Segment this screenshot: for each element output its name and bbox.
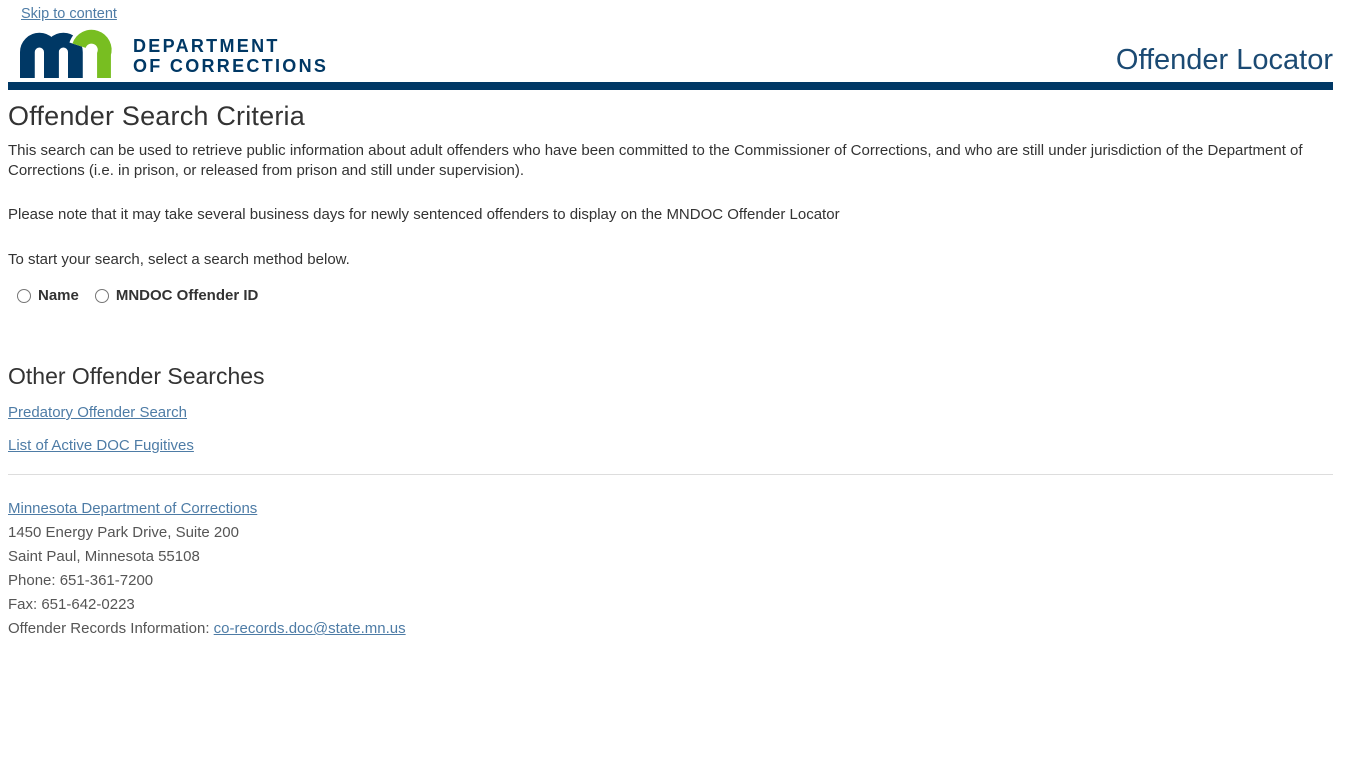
search-by-offender-id-radio[interactable] <box>95 289 109 303</box>
main-content <box>8 101 1333 641</box>
active-doc-fugitives-link[interactable]: List of Active DOC Fugitives <box>8 437 194 454</box>
records-email-link[interactable]: co-records.doc@state.mn.us <box>213 620 406 637</box>
doc-brand <box>8 30 328 78</box>
department-wordmark <box>133 36 328 78</box>
department-wordmark-line2: OF CORRECTIONS <box>133 56 329 76</box>
search-by-offender-id-option[interactable] <box>95 287 259 304</box>
search-method-radio-group <box>17 287 1333 304</box>
footer-address-line1: 1450 Energy Park Drive, Suite 200 <box>8 524 239 541</box>
app-title: Offender Locator <box>1115 44 1333 76</box>
footer-records-row <box>8 617 1333 641</box>
page-heading: Offender Search Criteria <box>8 101 305 131</box>
other-search-row <box>8 403 1333 423</box>
predatory-offender-search-link[interactable]: Predatory Offender Search <box>8 404 187 421</box>
footer-divider <box>8 474 1333 475</box>
footer-org-row <box>8 497 1333 521</box>
records-info-label: Offender Records Information: <box>8 620 210 637</box>
department-wordmark-line1: DEPARTMENT <box>133 36 280 56</box>
search-by-name-option[interactable] <box>17 287 79 304</box>
page-header <box>8 30 1333 78</box>
footer-phone: Phone: 651-361-7200 <box>8 572 154 589</box>
mn-state-logo-icon <box>20 30 116 78</box>
other-search-row <box>8 436 1333 456</box>
footer-fax: Fax: 651-642-0223 <box>8 596 135 613</box>
page-container <box>8 0 1333 768</box>
search-by-name-label: Name <box>38 287 79 304</box>
search-by-offender-id-label: MNDOC Offender ID <box>115 287 259 304</box>
search-description-text: This search can be used to retrieve public information about adult offenders who have been committed to the Commissioner of Corrections, and who are still under jurisdiction of the Department of Corrections (i.e. in prison, or released from prison and still under supervision). <box>8 142 1303 179</box>
search-method-instruction: To start your search, select a search method below. <box>8 251 350 268</box>
skip-to-content-link[interactable]: Skip to content <box>21 6 117 22</box>
processing-delay-note: Please note that it may take several business days for newly sentenced offenders to display on the MNDOC Offender Locator <box>8 206 840 223</box>
search-by-name-radio[interactable] <box>17 289 31 303</box>
footer-address-line2: Saint Paul, Minnesota 55108 <box>8 548 200 565</box>
contact-footer <box>8 497 1333 641</box>
header-rule <box>8 82 1333 90</box>
other-searches-heading: Other Offender Searches <box>8 363 265 389</box>
mn-doc-homepage-link[interactable]: Minnesota Department of Corrections <box>8 500 258 517</box>
